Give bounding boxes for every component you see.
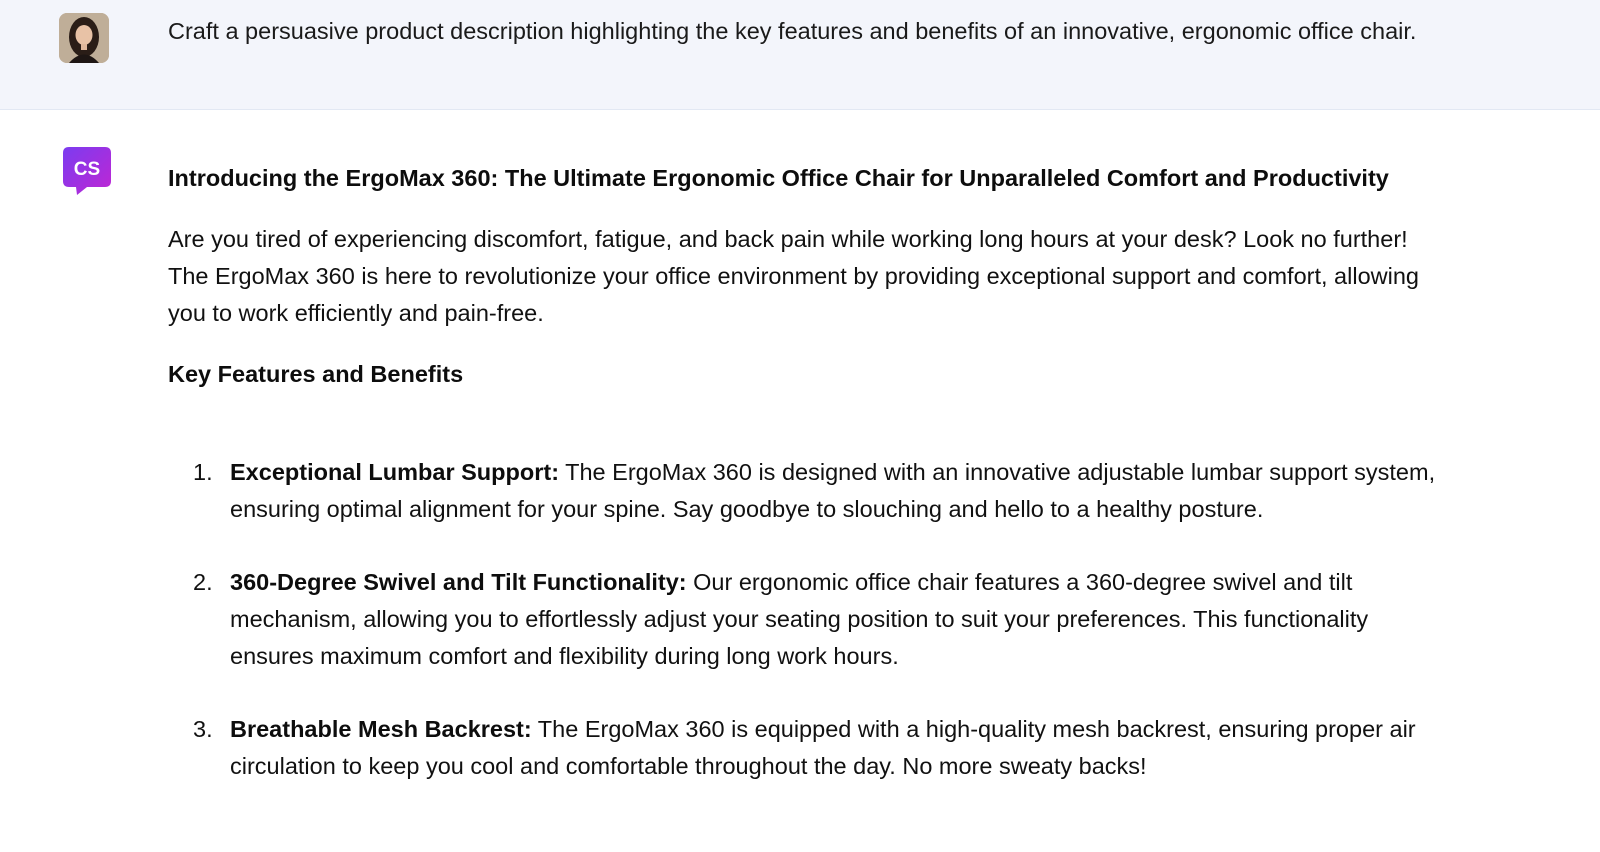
response-intro: Are you tired of experiencing discomfort, fatigue, and back pain while working long hours at your desk? Look no further! The ErgoMax 360 is here to revolutionize your office environment by providing exceptional support and comfort, allowing you to work efficiently and pain-free. [168, 226, 1419, 326]
user-message-text: Craft a persuasive product description highlighting the key features and benefits of an innovative, ergonomic office chair. [168, 18, 1417, 44]
list-item-title: Exceptional Lumbar Support: [230, 459, 560, 485]
list-item [168, 711, 1443, 785]
features-list [168, 454, 1443, 785]
list-item-number: 3. [193, 716, 213, 742]
user-message-row [0, 0, 1600, 110]
response-title: Introducing the ErgoMax 360: The Ultimate Ergonomic Office Chair for Unparalleled Comfort and Productivity [168, 165, 1389, 191]
assistant-avatar [61, 145, 113, 197]
list-item-number: 1. [193, 459, 213, 485]
assistant-avatar-label: CS [73, 159, 101, 180]
assistant-response [168, 160, 1443, 821]
features-heading: Key Features and Benefits [168, 361, 464, 387]
user-avatar [59, 13, 109, 63]
list-item-text: The ErgoMax 360 is equipped with a high-quality mesh backrest, ensuring proper air circulation to keep you cool and comfortable throughout the day. No more sweaty backs! [230, 716, 1416, 779]
list-item [168, 454, 1443, 528]
list-item-text: Our ergonomic office chair features a 360-degree swivel and tilt mechanism, allowing you to effortlessly adjust your seating position to suit your preferences. This functionality ensures maximum comfort and flexibility during long work hours. [230, 569, 1369, 669]
list-item-number: 2. [193, 569, 213, 595]
cs-logo-icon [61, 145, 113, 197]
list-item-title: 360-Degree Swivel and Tilt Functionality: [230, 569, 687, 595]
list-item-text: The ErgoMax 360 is designed with an innovative adjustable lumbar support system, ensuring optimal alignment for your spine. Say goodbye to slouching and hello to a healthy posture. [230, 459, 1436, 522]
user-avatar-image [59, 13, 109, 63]
list-item [168, 564, 1443, 675]
list-item-title: Breathable Mesh Backrest: [230, 716, 532, 742]
